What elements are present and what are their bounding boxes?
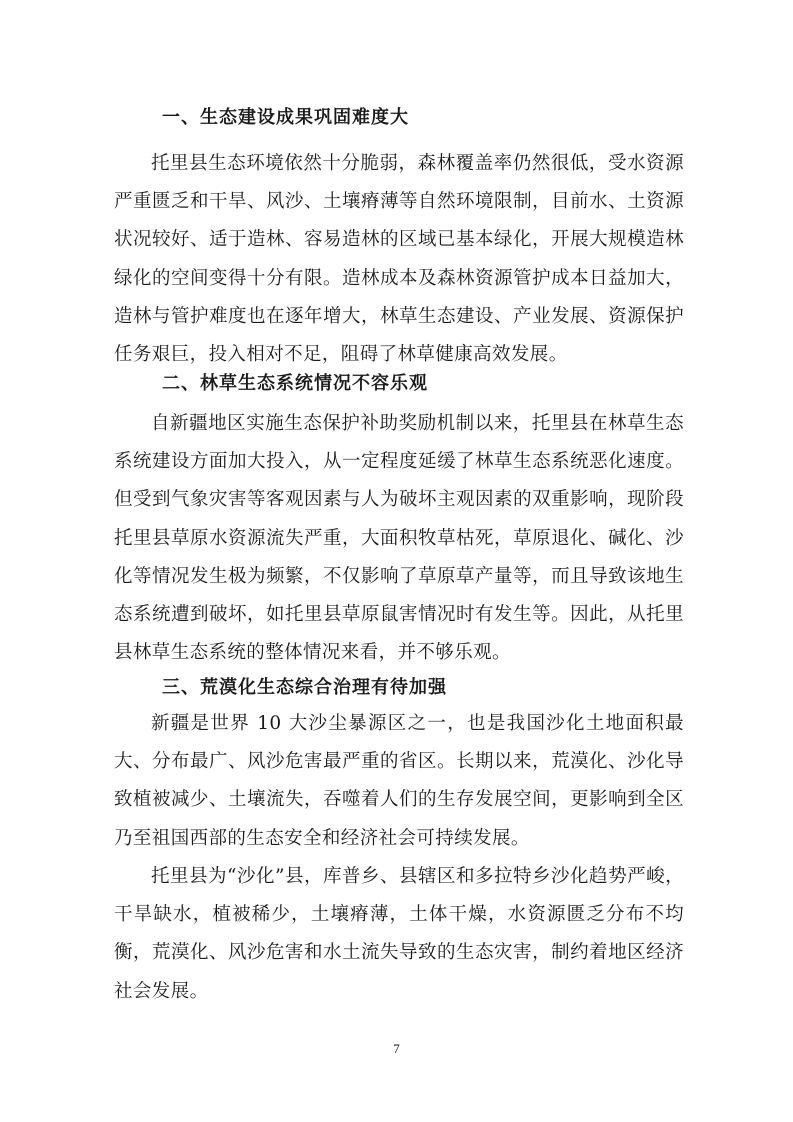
section-3-paragraph-1: 新疆是世界 10 大沙尘暴源区之一，也是我国沙化土地面积最大、分布最广、风沙危害最严重的省区。长期以来，荒漠化、沙化导致植被减少、土壤流失，吞噬着人们的生存发展空间，更影响到全区乃至祖国西部的生态安全和经济社会可持续发展。 xyxy=(114,713,684,849)
section-2-heading: 二、林草生态系统情况不容乐观 xyxy=(162,373,428,394)
section-1-heading: 一、生态建设成果巩固难度大 xyxy=(162,107,409,128)
section-3-paragraph-2: 托里县为“沙化”县，库普乡、县辖区和多拉特乡沙化趋势严峻，干旱缺水，植被稀少，土壤瘠薄，土体干燥，水资源匮乏分布不均衡，荒漠化、风沙危害和水土流失导致的生态灾害，制约着地区经济社会发展。 xyxy=(114,866,684,1002)
section-3-heading: 三、荒漠化生态综合治理有待加强 xyxy=(162,677,447,698)
section-2-paragraph-1: 自新疆地区实施生态保护补助奖励机制以来，托里县在林草生态系统建设方面加大投入，从一定程度延缓了林草生态系统恶化速度。但受到气象灾害等客观因素与人为破坏主观因素的双重影响，现阶段托里县草原水资源流失严重，大面积牧草枯死，草原退化、碱化、沙化等情况发生极为频繁，不仅影响了草原草产量等，而且导致该地生态系统遭到破坏，如托里县草原鼠害情况时有发生等。因此，从托里县林草生态系统的整体情况来看，并不够乐观。 xyxy=(114,413,684,664)
section-1-paragraph-1: 托里县生态环境依然十分脆弱，森林覆盖率仍然很低，受水资源严重匮乏和干旱、风沙、土壤瘠薄等自然环境限制，目前水、土资源状况较好、适于造林、容易造林的区域已基本绿化，开展大规模造林绿化的空间变得十分有限。造林成本及森林资源管护成本日益加大，造林与管护难度也在逐年增大，林草生态建设、产业发展、资源保护任务艰巨，投入相对不足，阻碍了林草健康高效发展。 xyxy=(114,153,684,366)
page-number: 7 xyxy=(393,1041,400,1056)
